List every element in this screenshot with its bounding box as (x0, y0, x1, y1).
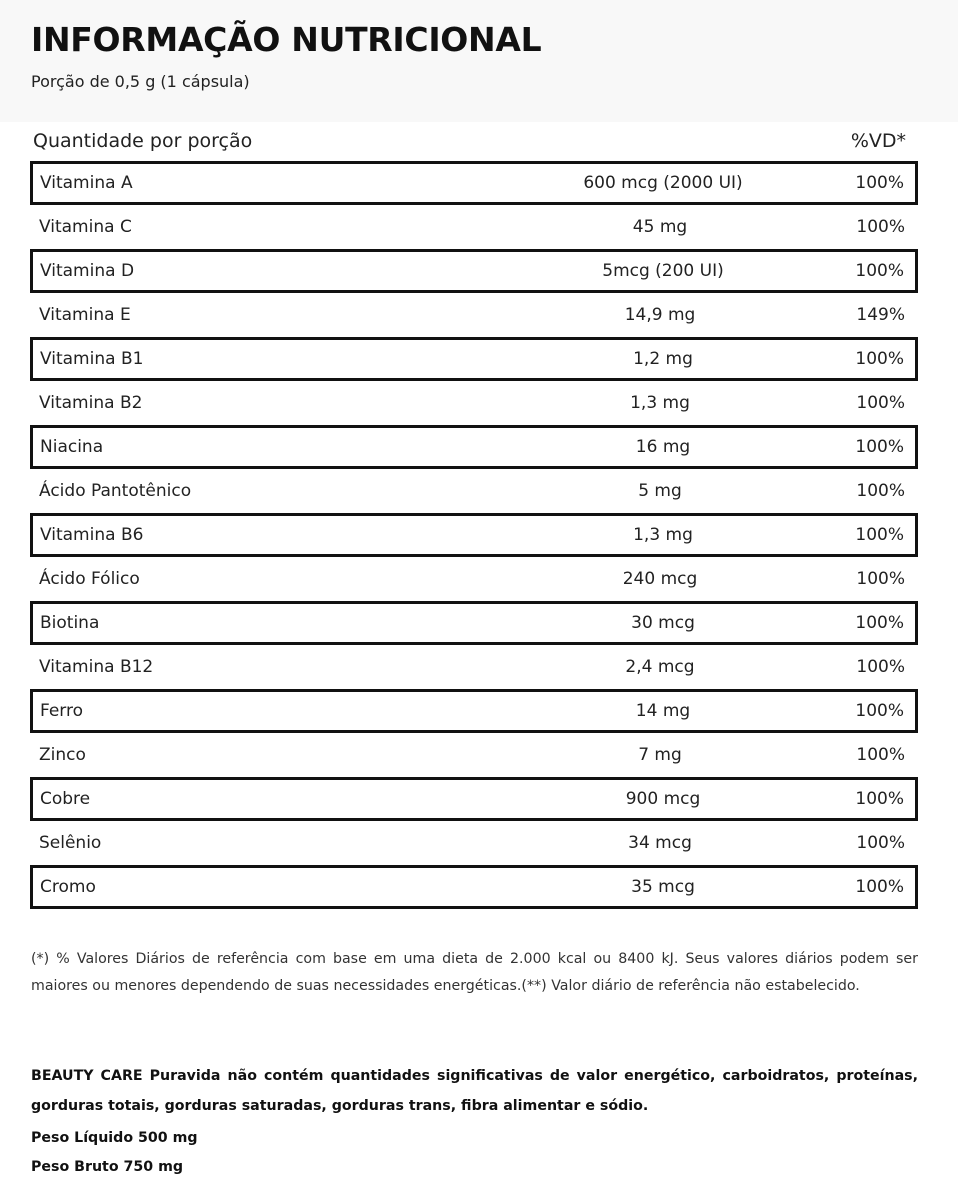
nutrient-name: Vitamina B1 (40, 349, 144, 369)
daily-value-column-header: %VD* (850, 130, 906, 152)
table-row (30, 645, 918, 689)
weights-section (31, 1124, 198, 1182)
nutrient-name: Cobre (40, 789, 91, 809)
nutrient-name: Vitamina D (40, 261, 135, 281)
nutrient-amount: 1,3 mg (633, 525, 693, 545)
table-row (30, 557, 918, 601)
nutrient-name: Cromo (40, 877, 96, 897)
net-weight: Peso Líquido 500 mg (31, 1130, 198, 1146)
table-row (30, 601, 918, 645)
table-row (30, 205, 918, 249)
serving-size: Porção de 0,5 g (1 cápsula) (31, 72, 250, 91)
nutrient-amount: 14,9 mg (624, 305, 696, 325)
nutrient-amount: 1,3 mg (630, 393, 690, 413)
nutrient-name: Zinco (39, 745, 86, 765)
nutrient-daily-value: 100% (855, 349, 904, 369)
nutrient-daily-value: 100% (855, 261, 904, 281)
nutrient-amount: 1,2 mg (633, 349, 693, 369)
table-row (30, 777, 918, 821)
nutrient-daily-value: 100% (856, 745, 905, 765)
nutrient-amount: 34 mcg (628, 833, 692, 853)
nutrition-table (30, 161, 918, 909)
nutrient-daily-value: 100% (855, 437, 904, 457)
nutrient-amount: 5mcg (200 UI) (602, 261, 724, 281)
nutrition-disclaimer: BEAUTY CARE Puravida não contém quantidades significativas de valor energético, carboidratos, proteínas, gorduras totais, gorduras saturadas, gorduras trans, fibra alimentar e sódio. (31, 1068, 918, 1115)
daily-value-footnote: (*) % Valores Diários de referência com base em uma dieta de 2.000 kcal ou 8400 kJ. Seus valores diários podem ser maiores ou menores dependendo de suas necessidades energéticas.(**) Valor diário de referência não estabelecido. (31, 951, 918, 995)
nutrient-amount: 30 mcg (631, 613, 695, 633)
nutrient-daily-value: 100% (855, 701, 904, 721)
nutrient-daily-value: 149% (856, 305, 905, 325)
nutrient-amount: 240 mcg (622, 569, 698, 589)
table-row (30, 293, 918, 337)
nutrient-amount: 5 mg (638, 481, 682, 501)
nutrient-amount: 2,4 mcg (625, 657, 695, 677)
nutrient-daily-value: 100% (855, 877, 904, 897)
gross-weight: Peso Bruto 750 mg (31, 1159, 184, 1175)
nutrient-daily-value: 100% (855, 173, 904, 193)
nutrient-daily-value: 100% (855, 613, 904, 633)
nutrient-daily-value: 100% (855, 789, 904, 809)
table-row (30, 161, 918, 205)
nutrient-name: Vitamina C (39, 217, 132, 237)
nutrient-name: Ácido Fólico (39, 569, 140, 589)
nutrient-name: Vitamina B6 (40, 525, 144, 545)
nutrient-name: Niacina (40, 437, 104, 457)
nutrient-name: Biotina (40, 613, 100, 633)
nutrient-daily-value: 100% (856, 393, 905, 413)
table-row (30, 513, 918, 557)
nutrient-amount: 16 mg (635, 437, 691, 457)
nutrient-amount: 14 mg (635, 701, 691, 721)
nutrient-name: Vitamina B12 (39, 657, 154, 677)
table-row (30, 337, 918, 381)
nutrient-name: Ferro (40, 701, 84, 721)
nutrient-daily-value: 100% (856, 481, 905, 501)
nutrient-name: Vitamina A (40, 173, 133, 193)
nutrient-amount: 900 mcg (625, 789, 701, 809)
nutrient-amount: 600 mcg (2000 UI) (583, 173, 743, 193)
table-row (30, 689, 918, 733)
nutrient-name: Selênio (39, 833, 102, 853)
nutrient-daily-value: 100% (856, 569, 905, 589)
nutrient-daily-value: 100% (855, 525, 904, 545)
table-row (30, 733, 918, 777)
amount-column-header: Quantidade por porção (33, 130, 253, 152)
table-row (30, 381, 918, 425)
nutrient-amount: 45 mg (632, 217, 688, 237)
nutrient-amount: 35 mcg (631, 877, 695, 897)
table-row (30, 865, 918, 909)
table-row (30, 469, 918, 513)
table-row (30, 425, 918, 469)
nutrient-daily-value: 100% (856, 657, 905, 677)
nutrient-amount: 7 mg (638, 745, 682, 765)
nutrient-name: Vitamina B2 (39, 393, 143, 413)
page-title: INFORMAÇÃO NUTRICIONAL (31, 20, 542, 59)
nutrient-daily-value: 100% (856, 833, 905, 853)
table-row (30, 821, 918, 865)
nutrient-name: Ácido Pantotênico (39, 481, 192, 501)
table-row (30, 249, 918, 293)
nutrient-name: Vitamina E (39, 305, 131, 325)
nutrient-daily-value: 100% (856, 217, 905, 237)
header-background (0, 0, 958, 122)
